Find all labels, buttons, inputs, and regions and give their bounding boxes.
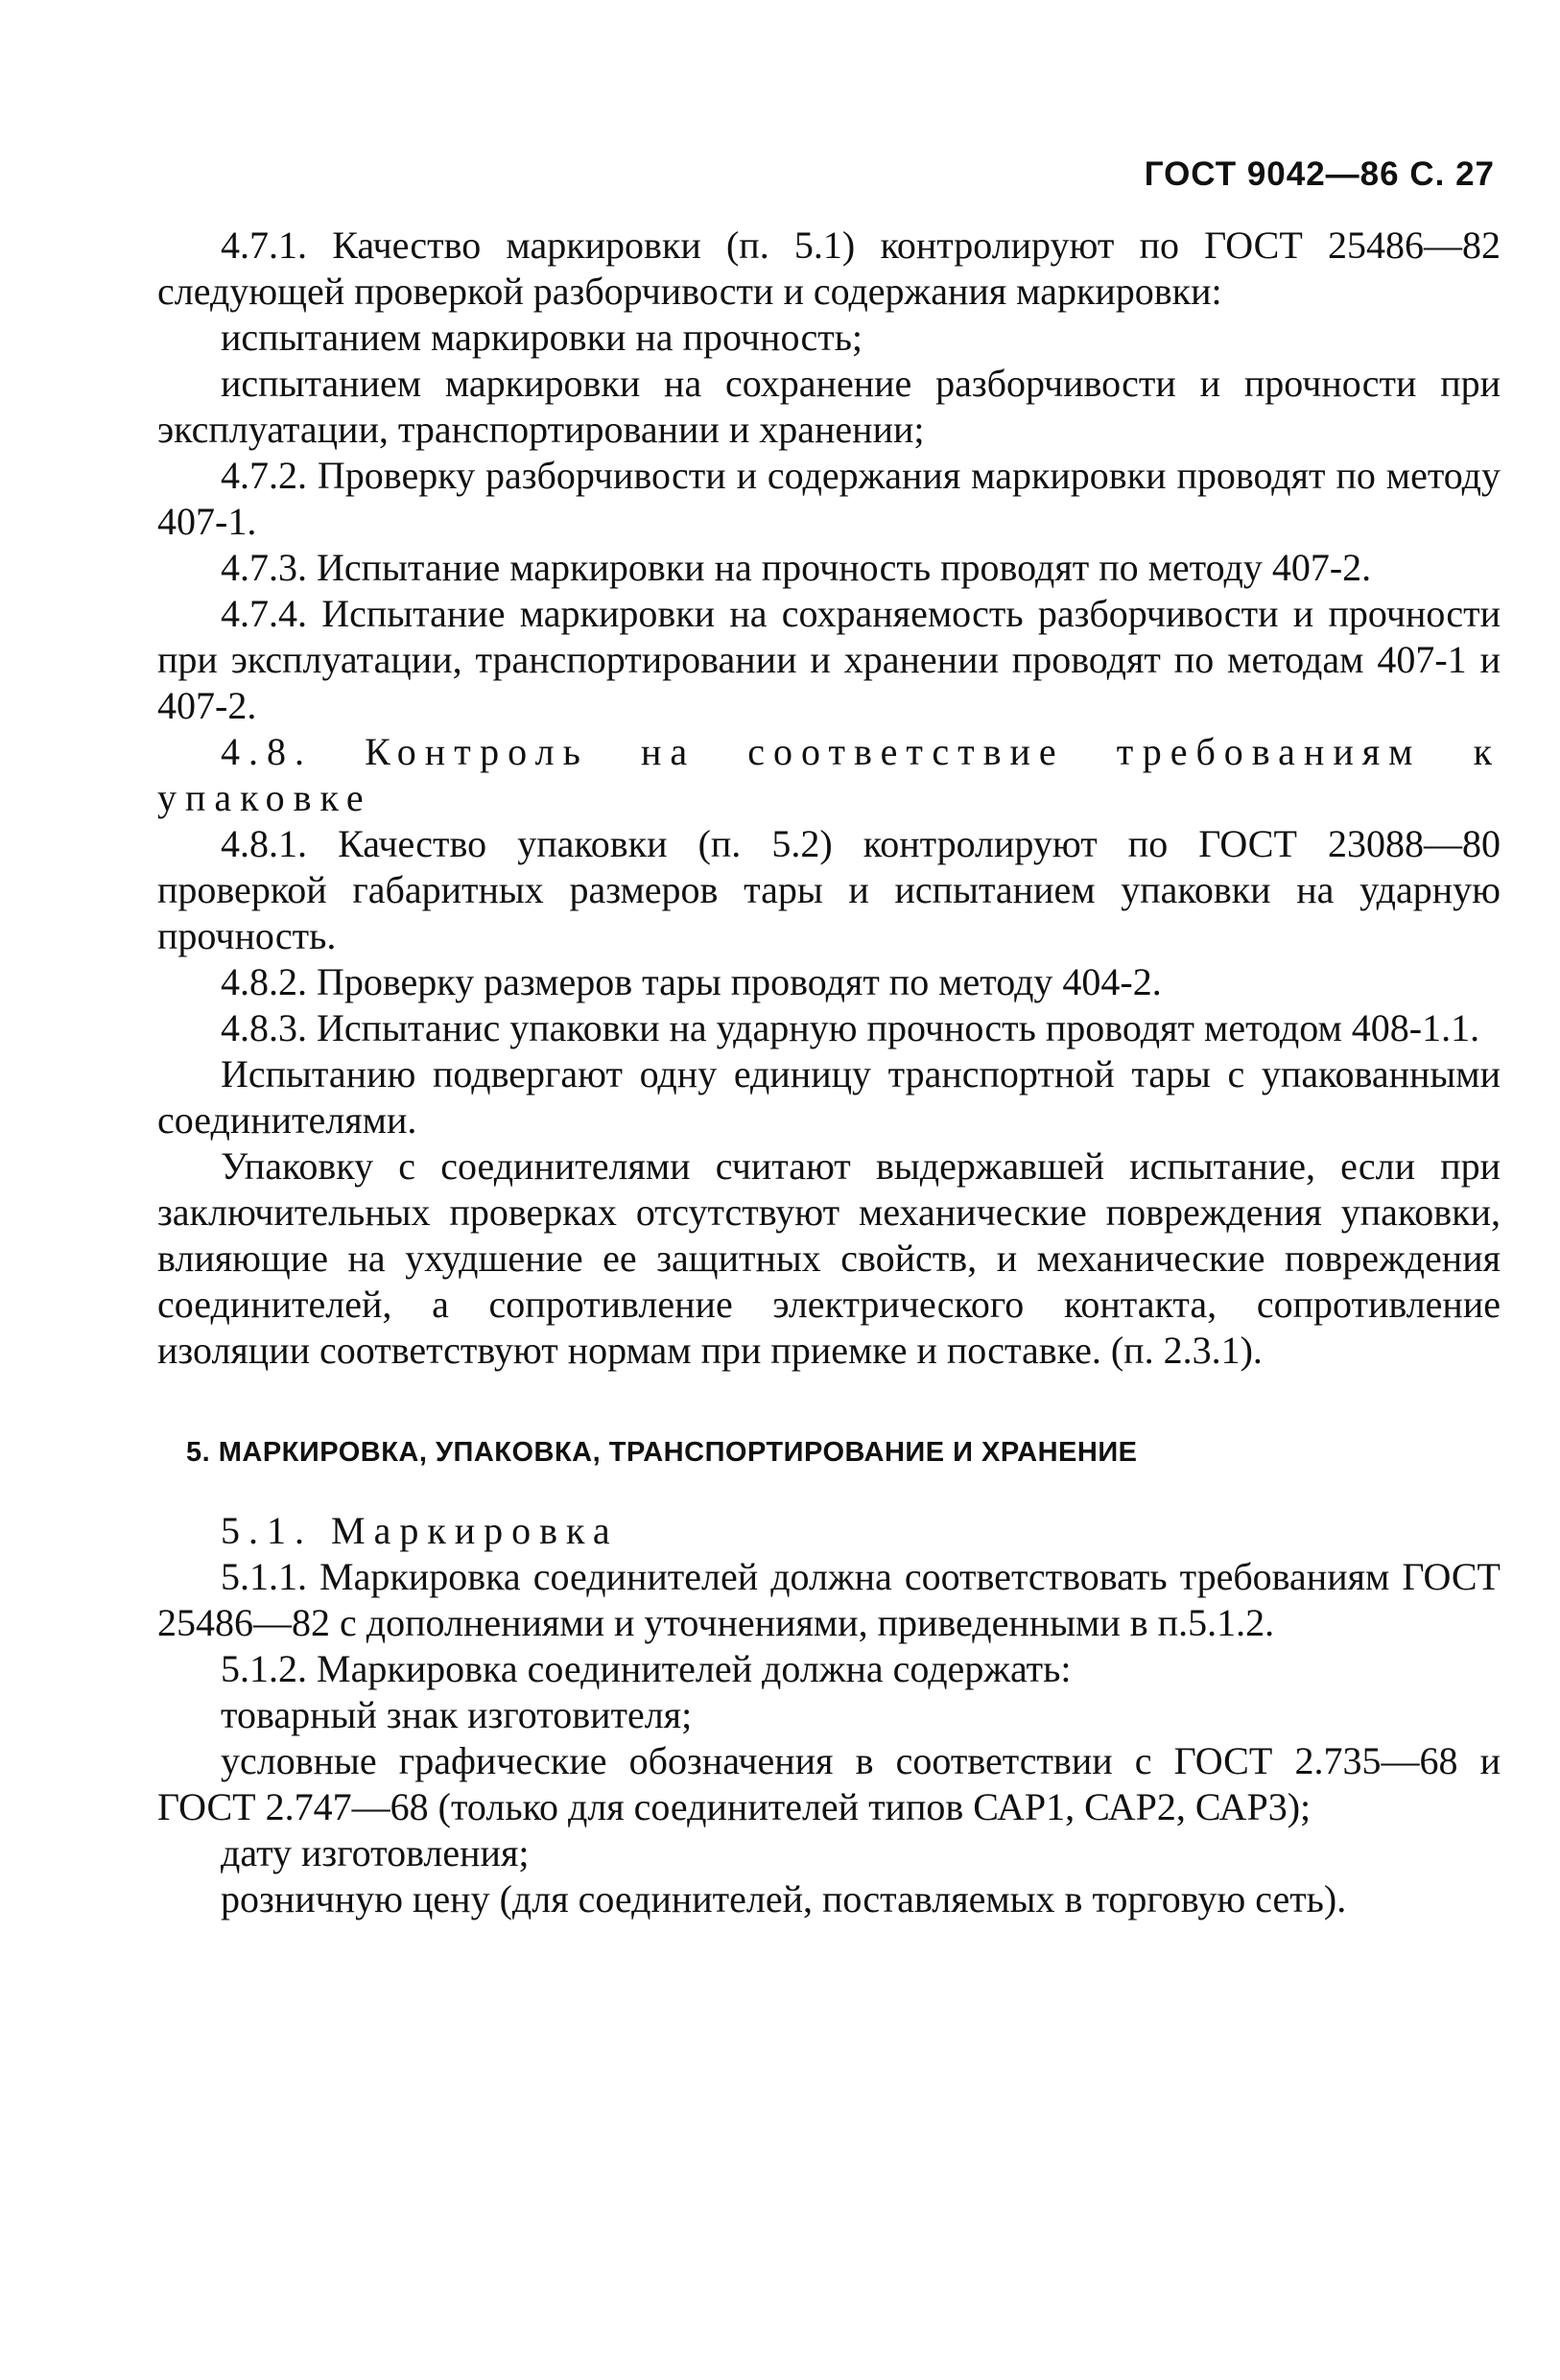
subsection-heading-5-1: 5.1. Маркировка — [221, 1509, 619, 1552]
subsection-heading-4-8: 4.8. Контроль на соответствие требованиям к упаковке — [157, 730, 1501, 819]
section-title-5: 5. МАРКИРОВКА, УПАКОВКА, ТРАНСПОРТИРОВАНИЕ И ХРАНЕНИЕ — [186, 1437, 1138, 1468]
paragraph-5-1-2-item-4: розничную цену (для соединителей, поставляемых в торговую сеть). — [221, 1877, 1347, 1920]
paragraph-5-1-2-item-3: дату изготовления; — [221, 1831, 530, 1874]
paragraph-4-7-3: 4.7.3. Испытание маркировки на прочность проводят по методу 407-2. — [221, 546, 1372, 589]
body-text — [157, 223, 1501, 1922]
paragraph-4-8-3-note-2: Упаковку с соединителями считают выдержавшей испытание, если при заключительных проверках отсутствуют механические повреждения упаковки, влияющие на ухудшение ее защитных свойств, и механические повреждения соединителей, а сопротивление электрического контакта, сопротивление изоляции соответствуют нормам при приемке и поставке. (п. 2.3.1). — [157, 1144, 1501, 1372]
paragraph-4-7-1-item-1: испытанием маркировки на прочность; — [221, 316, 863, 359]
paragraph-5-1-2-item-2: условные графические обозначения в соответствии с ГОСТ 2.735—68 и ГОСТ 2.747—68 (только для соединителей типов САР1, САР2, САР3); — [157, 1739, 1501, 1828]
paragraph-4-8-1: 4.8.1. Качество упаковки (п. 5.2) контролируют по ГОСТ 23088—80 проверкой габаритных размеров тары и испытанием упаковки на ударную прочность. — [157, 822, 1501, 957]
paragraph-4-7-2: 4.7.2. Проверку разборчивости и содержания маркировки проводят по методу 407-1. — [157, 454, 1501, 543]
paragraph-5-1-1: 5.1.1. Маркировка соединителей должна соответствовать требованиям ГОСТ 25486—82 с дополнениями и уточнениями, приведенными в п.5.1.2. — [157, 1555, 1501, 1644]
paragraph-4-8-2: 4.8.2. Проверку размеров тары проводят по методу 404-2. — [221, 960, 1162, 1003]
paragraph-5-1-2: 5.1.2. Маркировка соединителей должна содержать: — [221, 1647, 1072, 1690]
paragraph-4-8-3-note-1: Испытанию подвергают одну единицу транспортной тары с упакованными соединителями. — [157, 1052, 1501, 1142]
paragraph-4-7-1: 4.7.1. Качество маркировки (п. 5.1) контролируют по ГОСТ 25486—82 следующей проверкой разборчивости и содержания маркировки: — [157, 224, 1501, 313]
standard-number: ГОСТ 9042—86 — [1144, 155, 1400, 193]
paragraph-5-1-2-item-1: товарный знак изготовителя; — [221, 1693, 693, 1736]
paragraph-4-7-4: 4.7.4. Испытание маркировки на сохраняемость разборчивости и прочности при эксплуатации, транспортировании и хранении проводят по методам 407-1 и 407-2. — [157, 592, 1501, 727]
page-header — [1145, 155, 1495, 194]
paragraph-4-8-3: 4.8.3. Испытанис упаковки на ударную прочность проводят методом 408-1.1. — [221, 1006, 1480, 1049]
paragraph-4-7-1-item-2: испытанием маркировки на сохранение разборчивости и прочности при эксплуатации, транспортировании и хранении; — [157, 362, 1501, 451]
page-number: С. 27 — [1409, 155, 1495, 193]
